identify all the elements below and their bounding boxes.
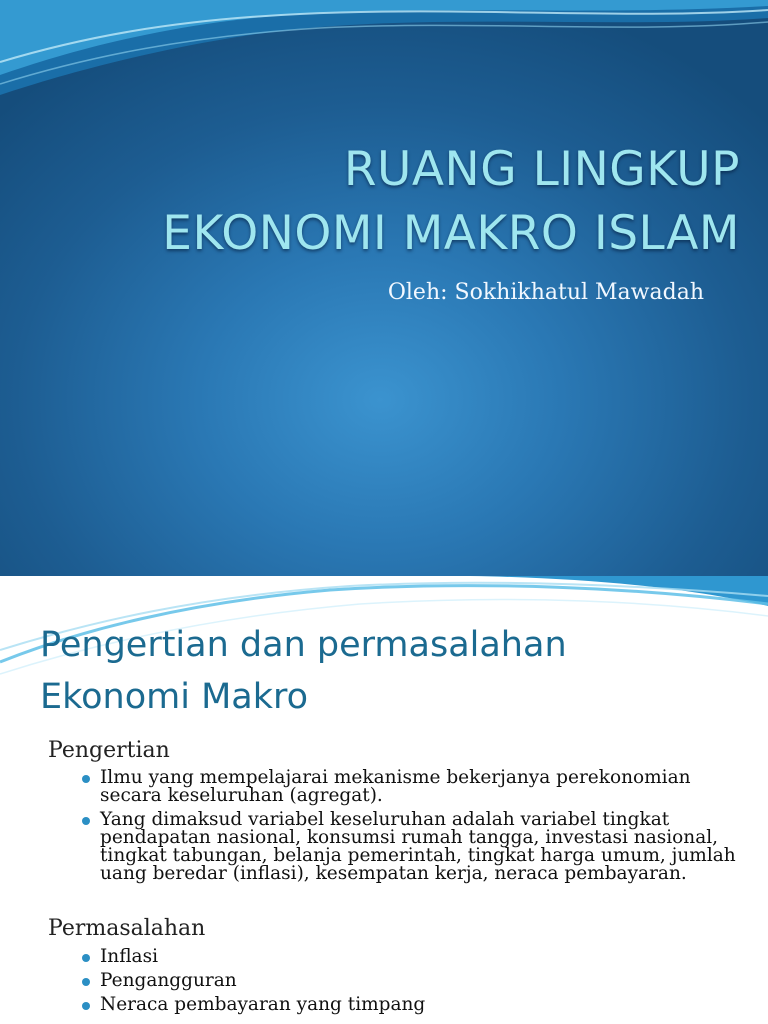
list-item	[76, 811, 736, 883]
wave-decoration	[0, 0, 768, 110]
slide-subtitle: Oleh: Sokhikhatul Mawadah	[387, 280, 704, 305]
slide-heading: Pengertian dan permasalahan Ekonomi Makro	[40, 625, 567, 717]
bullet-list-pengertian	[76, 769, 736, 889]
list-item	[76, 996, 736, 1014]
list-item-text: Yang dimaksud variabel keseluruhan adalah variabel tingkat pendapatan nasional, konsumsi rumah tangga, investasi nasional, tingkat tabungan, belanja pemerintah, tingkat harga umum, jumlah uang beredar (inflasi), kesempatan kerja, neraca pembayaran.	[100, 809, 736, 884]
list-item-text: Ilmu yang mempelajarai mekanisme bekerjanya perekonomian secara keseluruhan (agregat).	[100, 767, 691, 806]
content-slide	[0, 576, 768, 1024]
section-label-permasalahan: Permasalahan	[48, 916, 206, 941]
bullet-icon	[82, 775, 90, 783]
list-item	[76, 769, 736, 805]
bullet-list-permasalahan	[76, 948, 736, 1020]
list-item	[76, 948, 736, 966]
bullet-icon	[82, 1002, 90, 1010]
list-item	[76, 972, 736, 990]
slide-title: RUANG LINGKUP EKONOMI MAKRO ISLAM	[162, 142, 740, 261]
bullet-icon	[82, 817, 90, 825]
bullet-icon	[82, 978, 90, 986]
list-item-text: Pengangguran	[100, 970, 237, 991]
list-item-text: Inflasi	[100, 946, 159, 967]
section-label-pengertian: Pengertian	[48, 738, 170, 763]
list-item-text: Neraca pembayaran yang timpang	[100, 994, 426, 1015]
bullet-icon	[82, 954, 90, 962]
